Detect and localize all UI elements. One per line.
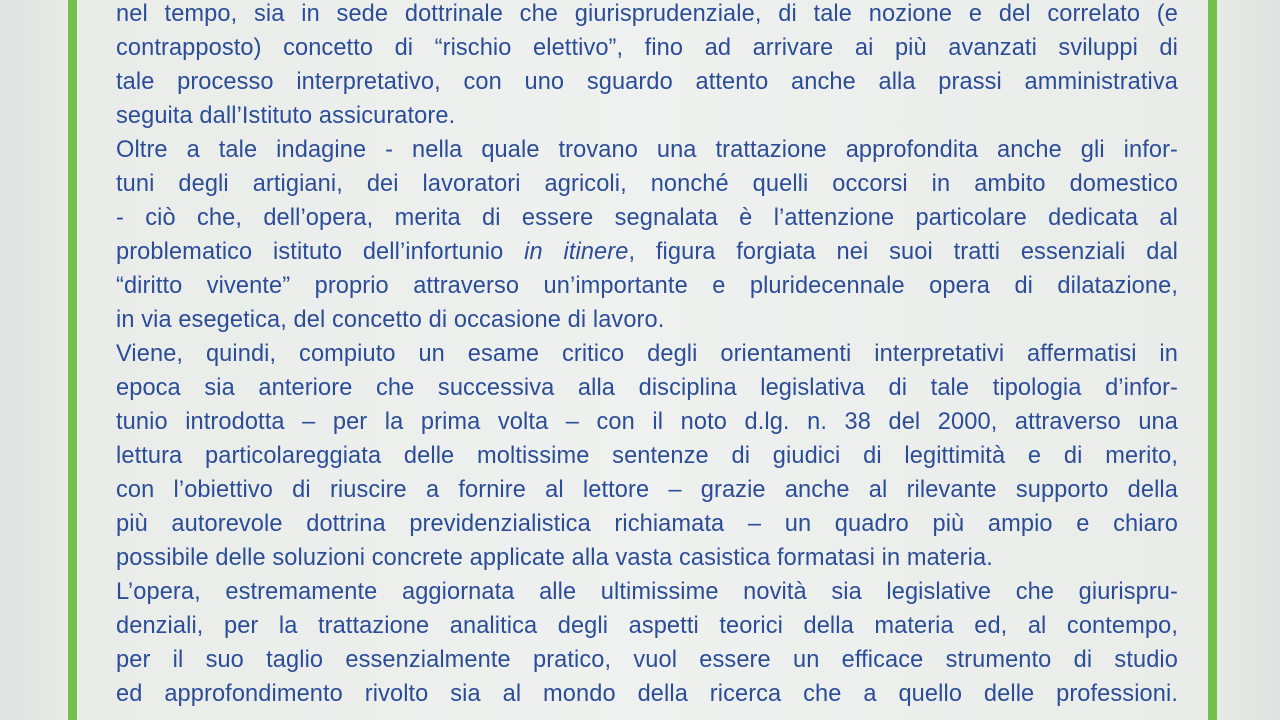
text-line: più autorevole dottrina previdenzialistica richiamata – un quadro più ampio e chiaro bbox=[116, 511, 1178, 537]
blurb-paragraph bbox=[116, 133, 1178, 337]
blurb-paragraph bbox=[116, 0, 1178, 133]
text-line: con l’obiettivo di riuscire a fornire al lettore – grazie anche al rilevante supporto della bbox=[116, 477, 1178, 503]
blurb-paragraph bbox=[116, 337, 1178, 575]
text-line: in via esegetica, del concetto di occasione di lavoro. bbox=[116, 307, 665, 333]
green-frame-left-border bbox=[68, 0, 77, 720]
text-line: possibile delle soluzioni concrete applicate alla vasta casistica formatasi in materia. bbox=[116, 545, 993, 571]
text-line: - ciò che, dell’opera, merita di essere segnalata è l’attenzione particolare dedicata al bbox=[116, 205, 1178, 231]
text-line: nel tempo, sia in sede dottrinale che giurisprudenziale, di tale nozione e del correlato (e bbox=[116, 1, 1178, 27]
text-line: tale processo interpretativo, con uno sguardo attento anche alla prassi amministrativa bbox=[116, 69, 1178, 95]
blurb-paragraph bbox=[116, 575, 1178, 711]
text-segment: problematico istituto dell’infortunio bbox=[116, 239, 525, 265]
italic-term: in itinere bbox=[524, 239, 629, 265]
text-line: epoca sia anteriore che successiva alla disciplina legislativa di tale tipologia d’infor- bbox=[116, 375, 1178, 401]
text-line: tunio introdotta – per la prima volta – con il noto d.lg. n. 38 del 2000, attraverso una bbox=[116, 409, 1178, 435]
text-line: contrapposto) concetto di “rischio elettivo”, fino ad arrivare ai più avanzati sviluppi di bbox=[116, 35, 1178, 61]
cover-blurb-text bbox=[116, 0, 1178, 711]
text-line: ed approfondimento rivolto sia al mondo della ricerca che a quello delle professioni. bbox=[116, 681, 1178, 707]
green-frame-right-border bbox=[1208, 0, 1217, 720]
text-segment: , figura forgiata nei suoi tratti essenziali dal bbox=[628, 239, 1179, 265]
text-line: Viene, quindi, compiuto un esame critico degli orientamenti interpretativi affermatisi in bbox=[116, 341, 1178, 367]
text-line: per il suo taglio essenzialmente pratico, vuol essere un efficace strumento di studio bbox=[116, 647, 1178, 673]
text-line: denziali, per la trattazione analitica degli aspetti teorici della materia ed, al contempo, bbox=[116, 613, 1178, 639]
text-line: tuni degli artigiani, dei lavoratori agricoli, nonché quelli occorsi in ambito domestico bbox=[116, 171, 1178, 197]
text-line bbox=[116, 235, 1178, 269]
text-line: “diritto vivente” proprio attraverso un’importante e pluridecennale opera di dilatazione, bbox=[116, 273, 1178, 299]
text-line: Oltre a tale indagine - nella quale trovano una trattazione approfondita anche gli infor- bbox=[116, 137, 1178, 163]
text-line: lettura particolareggiata delle moltissime sentenze di giudici di legittimità e di merito, bbox=[116, 443, 1178, 469]
text-line: seguita dall’Istituto assicuratore. bbox=[116, 103, 456, 129]
text-line: L’opera, estremamente aggiornata alle ultimissime novità sia legislative che giurispru- bbox=[116, 579, 1178, 605]
